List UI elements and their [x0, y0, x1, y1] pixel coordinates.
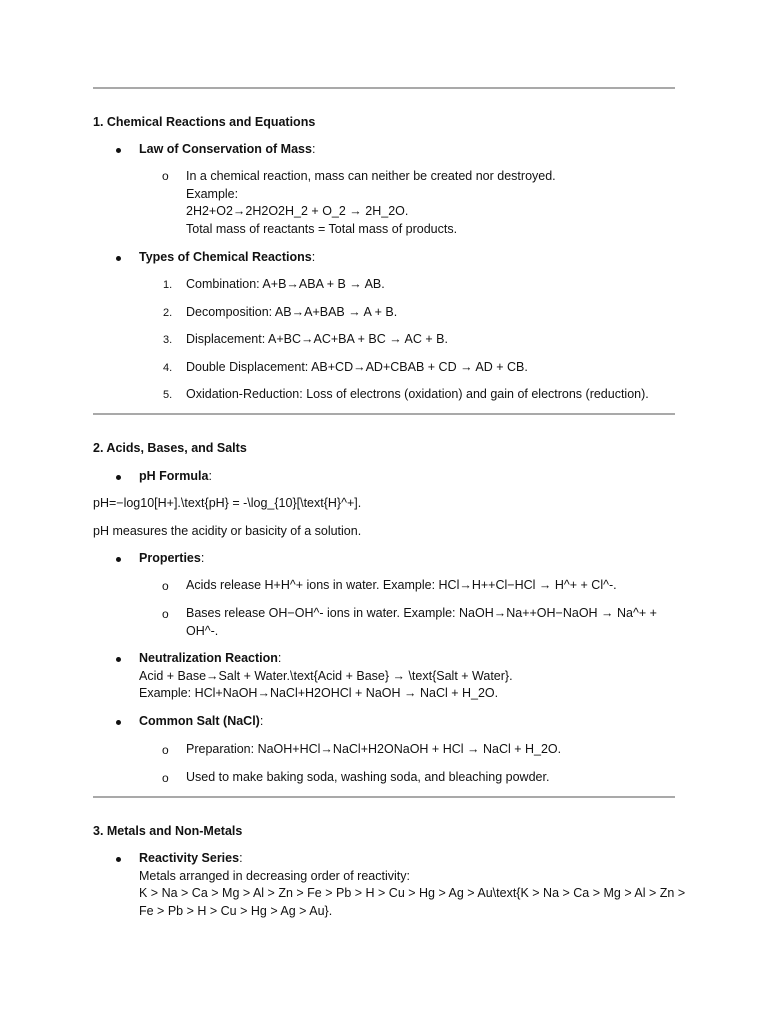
- bullet-icon: [116, 720, 121, 725]
- bullet-icon: [116, 657, 121, 662]
- bullet-icon: [116, 857, 121, 862]
- ph-label: pH Formula: [139, 469, 209, 483]
- ph-note: pH measures the acidity or basicity of a solution.: [93, 524, 362, 538]
- neutralization-line-2: Example: HCl+NaOH→NaCl+H2OHCl + NaOH → NaCl + H_2O.: [139, 686, 499, 700]
- law-line-4: Total mass of reactants = Total mass of products.: [186, 221, 458, 236]
- bullet-icon: [116, 256, 121, 261]
- reactivity-line-3: Fe > Pb > H > Cu > Hg > Ag > Au}.: [139, 903, 333, 918]
- reactivity-line-2: K > Na > Ca > Mg > Al > Zn > Fe > Pb > H > Cu > Hg > Ag > Au\text{K > Na > Ca > Mg > Al > Zn >: [139, 886, 686, 900]
- law-of-conservation-heading: [139, 141, 315, 159]
- common-salt-label: Common Salt (NaCl): [139, 714, 260, 728]
- law-line-3: 2H2+O2→2H2O2H_2 + O_2 → 2H_2O.: [186, 204, 409, 218]
- reactivity-block: [139, 850, 685, 920]
- circle-bullet-icon: o: [162, 169, 169, 183]
- list-item: Decomposition: AB→A+BAB → A + B.: [186, 305, 398, 319]
- properties-colon: :: [200, 551, 205, 565]
- properties-heading: [139, 550, 204, 568]
- list-number: 4.: [163, 362, 173, 374]
- section-3-title: 3. Metals and Non-Metals: [93, 824, 243, 838]
- divider-1: [93, 413, 675, 415]
- bullet-icon: [116, 475, 121, 480]
- acids-property: Acids release H+H^+ ions in water. Example: HCl→H++Cl−HCl → H^+ + Cl^-.: [186, 578, 617, 592]
- circle-bullet-icon: o: [162, 743, 169, 757]
- divider-top: [93, 87, 675, 89]
- law-line-2: Example:: [186, 186, 239, 201]
- salt-uses: Used to make baking soda, washing soda, and bleaching powder.: [186, 770, 550, 784]
- ph-formula-heading: [139, 468, 212, 486]
- circle-bullet-icon: o: [162, 607, 169, 621]
- types-colon: :: [311, 250, 316, 264]
- common-salt-heading: [139, 713, 263, 731]
- law-colon: :: [311, 142, 316, 156]
- types-of-reactions-heading: [139, 249, 315, 267]
- salt-preparation: Preparation: NaOH+HCl→NaCl+H2ONaOH + HCl → NaCl + H_2O.: [186, 742, 562, 756]
- bases-line-2: OH^-.: [186, 623, 219, 638]
- list-item: Oxidation-Reduction: Loss of electrons (oxidation) and gain of electrons (reduction).: [186, 387, 649, 401]
- bases-property: [186, 605, 657, 640]
- list-number: 5.: [163, 389, 173, 401]
- divider-2: [93, 796, 675, 798]
- list-item: Combination: A+B→ABA + B → AB.: [186, 277, 385, 291]
- bullet-icon: [116, 557, 121, 562]
- law-description: [186, 168, 556, 238]
- law-label: Law of Conservation of Mass: [139, 142, 312, 156]
- common-salt-colon: :: [259, 714, 264, 728]
- neutralization-heading: [139, 650, 513, 668]
- reactivity-line-1: Metals arranged in decreasing order of reactivity:: [139, 868, 410, 883]
- reactivity-heading: [139, 850, 685, 868]
- list-number: 2.: [163, 307, 173, 319]
- list-number: 3.: [163, 334, 173, 346]
- bases-line-1: Bases release OH−OH^- ions in water. Example: NaOH→Na++OH−NaOH → Na^+ +: [186, 606, 657, 620]
- law-line-1: In a chemical reaction, mass can neither be created nor destroyed.: [186, 169, 556, 183]
- circle-bullet-icon: o: [162, 771, 169, 785]
- reactivity-colon: :: [239, 851, 243, 865]
- list-item: Displacement: A+BC→AC+BA + BC → AC + B.: [186, 332, 448, 346]
- list-number: 1.: [163, 279, 173, 291]
- neutralization-line-1: Acid + Base→Salt + Water.\text{Acid + Base} → \text{Salt + Water}.: [139, 668, 513, 683]
- circle-bullet-icon: o: [162, 579, 169, 593]
- section-1-title: 1. Chemical Reactions and Equations: [93, 115, 316, 129]
- neutralization-block: [139, 650, 513, 703]
- properties-label: Properties: [139, 551, 201, 565]
- reactivity-label: Reactivity Series: [139, 851, 240, 865]
- list-item: Double Displacement: AB+CD→AD+CBAB + CD → AD + CB.: [186, 360, 528, 374]
- bullet-icon: [116, 148, 121, 153]
- ph-formula: pH=−log10[H+].\text{pH} = -\log_{10}[\text{H}^+].: [93, 496, 362, 510]
- section-2-title: 2. Acids, Bases, and Salts: [93, 441, 247, 455]
- neutralization-label: Neutralization Reaction: [139, 651, 278, 665]
- types-label: Types of Chemical Reactions: [139, 250, 312, 264]
- neutralization-colon: :: [277, 651, 282, 665]
- ph-colon: :: [208, 469, 212, 483]
